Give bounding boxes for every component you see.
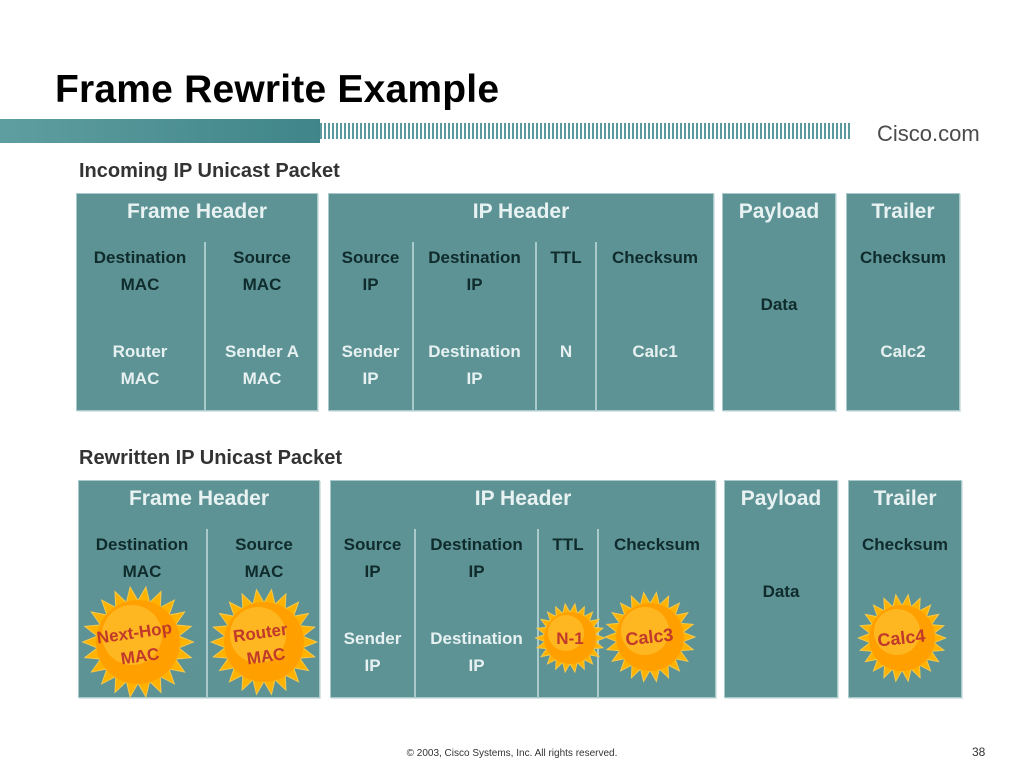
payload-data: Data [762,582,800,601]
trailer-title: Trailer [871,200,935,223]
dest-ip-value: Destination IP [430,629,523,675]
dest-mac-heading: Destination MAC [93,248,187,294]
incoming-trailer [846,193,960,411]
dest-ip-heading: Destination IP [430,535,523,581]
trailer-sunburst [852,590,952,686]
incoming-label: Incoming IP Unicast Packet [79,160,340,182]
trailer-title: Trailer [873,487,937,510]
next-hop-mac-sunburst [68,585,208,700]
src-mac-value: Sender A MAC [224,342,299,388]
sun-text-line2: MAC [119,644,161,669]
banner-solid-bar [0,119,320,143]
payload-data: Data [760,295,798,314]
ttl-value: N [559,342,573,361]
ttl-heading: TTL [552,535,584,554]
divider [204,242,206,410]
src-ip-value: Sender IP [343,629,402,675]
src-mac-heading: Source MAC [235,535,293,581]
trailer-checksum-value: Calc2 [880,342,926,361]
ttl-heading: TTL [550,248,582,267]
frame-header-title: Frame Header [126,200,268,223]
trailer-checksum-heading: Checksum [860,248,946,267]
brand-logo: Cisco.com [877,121,980,146]
sun-text: Calc4 [876,625,927,651]
dest-mac-value: Router MAC [112,342,168,388]
ip-header-title: IP Header [472,200,570,223]
ttl-sunburst [530,600,610,676]
checksum-heading: Checksum [612,248,698,267]
page-number: 38 [972,745,986,759]
sun-text: N-1 [556,629,584,648]
incoming-payload [722,193,836,411]
src-ip-heading: Source IP [343,535,402,581]
sun-text-line2: MAC [245,644,287,669]
dest-ip-heading: Destination IP [428,248,521,294]
checksum-heading: Checksum [614,535,700,554]
rewritten-label: Rewritten IP Unicast Packet [79,447,343,469]
copyright-footer: © 2003, Cisco Systems, Inc. All rights reserved. [406,748,618,759]
payload-title: Payload [740,487,822,510]
src-mac-heading: Source MAC [233,248,291,294]
banner-stripes [320,123,850,139]
incoming-frame-header [76,193,318,411]
sun-text-line1: Next-Hop [95,618,174,648]
dest-mac-heading: Destination MAC [95,535,189,581]
dest-ip-value: Destination IP [428,342,521,388]
ip-header-title: IP Header [474,487,572,510]
rewritten-payload [724,480,838,698]
title-banner [0,119,1024,143]
checksum-sunburst [600,588,700,686]
frame-header-title: Frame Header [128,487,270,510]
incoming-ip-header [328,193,714,411]
trailer-checksum-heading: Checksum [862,535,948,554]
checksum-value: Calc1 [632,342,678,361]
src-ip-value: Sender IP [341,342,400,388]
router-mac-sunburst [204,585,324,700]
sun-text-line1: Router [231,619,289,647]
src-ip-heading: Source IP [341,248,400,294]
payload-title: Payload [738,200,820,223]
slide-title: Frame Rewrite Example [55,68,500,111]
sun-text: Calc3 [624,624,675,650]
